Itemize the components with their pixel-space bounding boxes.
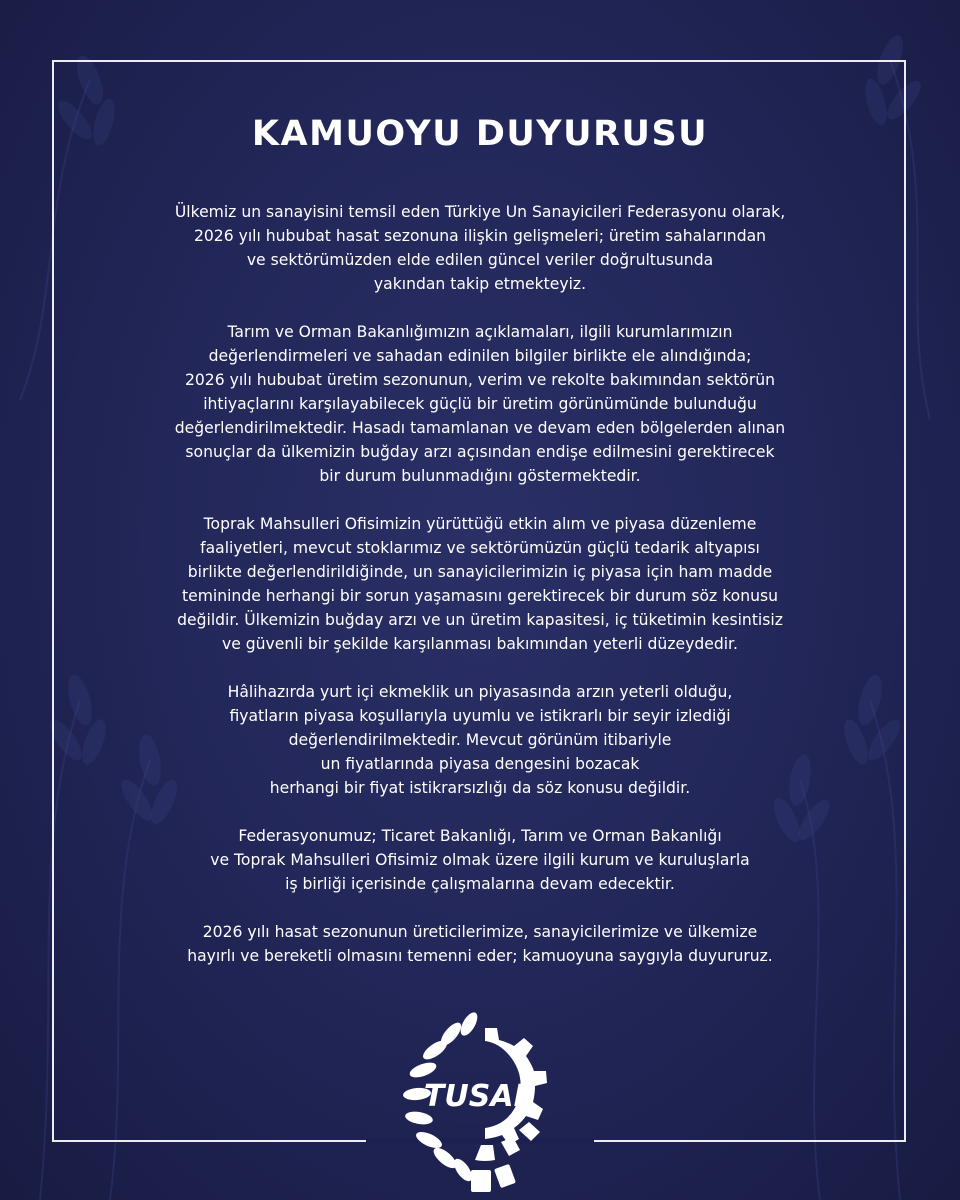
paragraph-line: ve Toprak Mahsulleri Ofisimiz olmak üzere ilgili kurum ve kuruluşlarla — [210, 851, 750, 869]
paragraph-line: 2026 yılı hasat sezonunun üreticilerimize, sanayicilerimize ve ülkemize — [202, 923, 758, 941]
page-title: KAMUOYU DUYURUSU — [251, 114, 709, 154]
paragraph-line: Federasyonumuz; Ticaret Bakanlığı, Tarım ve Orman Bakanlığı — [238, 827, 722, 845]
paragraph-line: değildir. Ülkemizin buğday arzı ve un üretim kapasitesi, iç tüketimin kesintisiz — [177, 611, 783, 629]
announcement-paragraph — [80, 680, 880, 800]
paragraph-line: değerlendirilmektedir. Mevcut görünüm itibariyle — [288, 731, 672, 749]
announcement-paragraph — [80, 200, 880, 296]
paragraph-line: fiyatların piyasa koşullarıyla uyumlu ve istikrarlı bir seyir izlediği — [229, 707, 731, 725]
paragraph-line: ve sektörümüzden elde edilen güncel veriler doğrultusunda — [246, 251, 714, 269]
paragraph-line: herhangi bir fiyat istikrarsızlığı da söz konusu değildir. — [269, 779, 691, 797]
paragraph-line: Hâlihazırda yurt içi ekmeklik un piyasasında arzın yeterli olduğu, — [227, 683, 733, 701]
paragraph-line: bir durum bulunmadığını göstermektedir. — [319, 467, 641, 485]
paragraph-line: sonuçlar da ülkemizin buğday arzı açısından endişe edilmesini gerektirecek — [185, 443, 775, 461]
logo-text: TUSAF — [423, 1079, 535, 1114]
paragraph-line: Tarım ve Orman Bakanlığımızın açıklamaları, ilgili kurumlarımızın — [227, 323, 733, 341]
paragraph-line: hayırlı ve bereketli olmasını temenni eder; kamuoyuna saygıyla duyururuz. — [187, 947, 773, 965]
paragraph-line: değerlendirmeleri ve sahadan edinilen bilgiler birlikte ele alındığında; — [208, 347, 752, 365]
tusaf-logo — [393, 1010, 568, 1195]
paragraph-line: ve güvenli bir şekilde karşılanması bakımından yeterli düzeydedir. — [222, 635, 738, 653]
paragraph-line: yakından takip etmekteyiz. — [373, 275, 587, 293]
paragraph-line: iş birliği içerisinde çalışmalarına devam edecektir. — [285, 875, 675, 893]
paragraph-line: 2026 yılı hububat hasat sezonuna ilişkin gelişmeleri; üretim sahalarından — [193, 227, 767, 245]
announcement-paragraph — [80, 320, 880, 488]
paragraph-line: temininde herhangi bir sorun yaşamasını gerektirecek bir durum söz konusu — [181, 587, 778, 605]
paragraph-line: un fiyatlarında piyasa dengesini bozacak — [320, 755, 640, 773]
announcement-paragraph — [80, 512, 880, 656]
paragraph-line: 2026 yılı hububat üretim sezonunun, verim ve rekolte bakımından sektörün — [184, 371, 776, 389]
paragraph-line: faaliyetleri, mevcut stoklarımız ve sektörümüzün güçlü tedarik altyapısı — [200, 539, 760, 557]
announcement-body — [80, 200, 880, 992]
paragraph-line: ihtiyaçlarını karşılayabilecek güçlü bir üretim görünümünde bulunduğu — [203, 395, 757, 413]
paragraph-line: değerlendirilmektedir. Hasadı tamamlanan ve devam eden bölgelerden alınan — [174, 419, 786, 437]
paragraph-line: Toprak Mahsulleri Ofisimizin yürüttüğü etkin alım ve piyasa düzenleme — [203, 515, 757, 533]
announcement-paragraph — [80, 920, 880, 968]
paragraph-line: birlikte değerlendirildiğinde, un sanayicilerimizin iç piyasa için ham madde — [187, 563, 773, 581]
paragraph-line: Ülkemiz un sanayisini temsil eden Türkiye Un Sanayicileri Federasyonu olarak, — [174, 203, 786, 221]
announcement-paragraph — [80, 824, 880, 896]
